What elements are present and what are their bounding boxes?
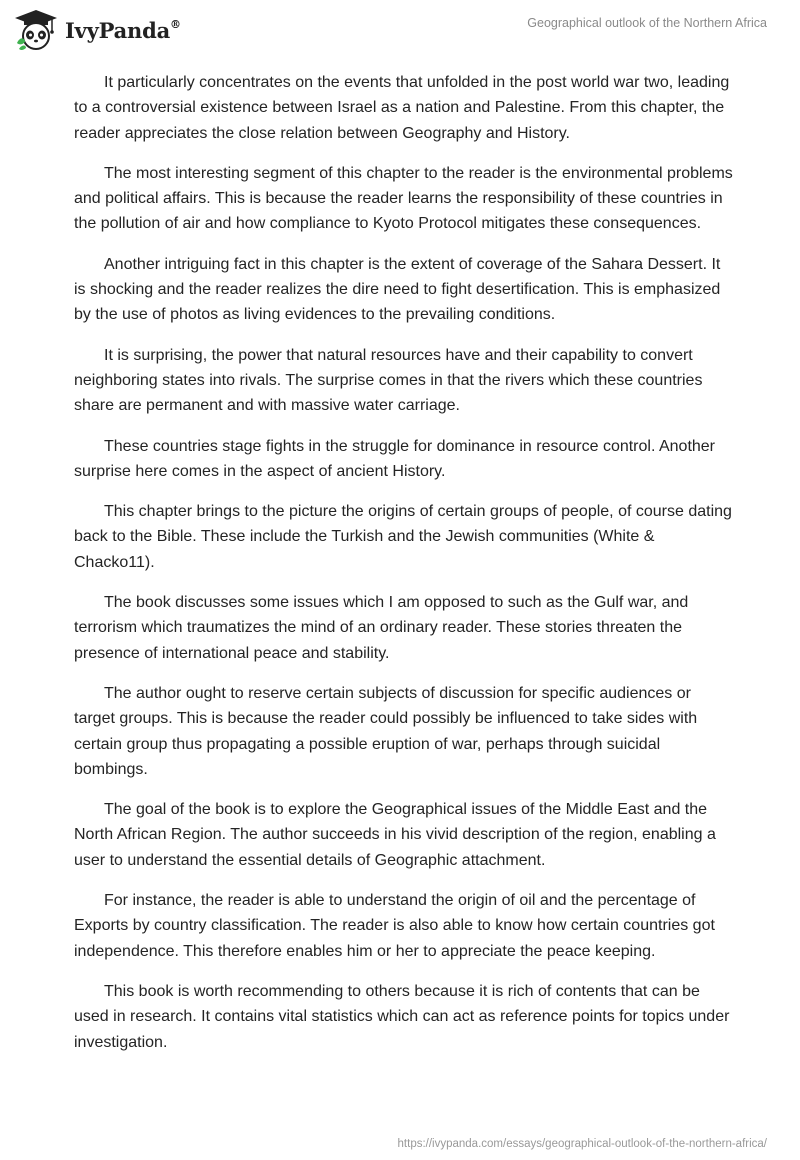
paragraph: Another intriguing fact in this chapter is the extent of coverage of the Sahara Dessert. It is shocking and the reader realizes the dire need to fight desertification. This is emphasized by the use of photos as living evidences to the prevailing conditions.: [74, 255, 721, 324]
essay-body: [74, 70, 734, 1070]
paragraph: The goal of the book is to explore the Geographical issues of the Middle East and the North African Region. The author succeeds in his vivid description of the region, enabling a user to understand the essential details of Geographic attachment.: [74, 801, 716, 869]
source-url-link[interactable]: https://ivypanda.com/essays/geographical-outlook-of-the-northern-africa/: [397, 1138, 767, 1150]
paragraph: These countries stage fights in the struggle for dominance in resource control. Another surprise here comes in the aspect of ancient History.: [74, 437, 716, 480]
paragraph: The author ought to reserve certain subjects of discussion for specific audiences or target groups. This is because the reader could possibly be influenced to take sides with certain group thus propagating a possible eruption of war, perhaps through suicidal bombings.: [74, 684, 698, 778]
paragraph: It particularly concentrates on the events that unfolded in the post world war two, leading to a controversial existence between Israel as a nation and Palestine. From this chapter, the reader appreciates the close relation between Geography and History.: [74, 74, 730, 142]
paragraph: The most interesting segment of this chapter to the reader is the environmental problems and political affairs. This is because the reader learns the responsibility of these countries in the pollution of air and how compliance to Kyoto Protocol mitigates these consequences.: [74, 164, 733, 233]
panda-graduate-icon: [14, 9, 58, 51]
paragraph: For instance, the reader is able to understand the origin of oil and the percentage of Exports by country classification. The reader is also able to know how certain countries got independence. This therefore enables him or her to appreciate the peace keeping.: [74, 892, 715, 960]
paragraph: This book is worth recommending to others because it is rich of contents that can be used in research. It contains vital statistics which can act as reference points for topics under investigation.: [74, 982, 730, 1051]
ivypanda-logo[interactable]: [14, 9, 181, 51]
document-title: Geographical outlook of the Northern Africa: [527, 16, 767, 30]
brand-name: IvyPanda®: [65, 17, 181, 43]
page-header: [0, 0, 800, 64]
paragraph: The book discusses some issues which I am opposed to such as the Gulf war, and terrorism which traumatizes the mind of an ordinary reader. These stories threaten the presence of international peace and stability.: [74, 594, 689, 662]
trademark-symbol: ®: [170, 17, 181, 31]
paragraph: This chapter brings to the picture the origins of certain groups of people, of course dating back to the Bible. These include the Turkish and the Jewish communities (White & Chacko11).: [74, 503, 732, 571]
paragraph: It is surprising, the power that natural resources have and their capability to convert neighboring states into rivals. The surprise comes in that the rivers which these countries share are permanent and with massive water carriage.: [74, 346, 703, 415]
